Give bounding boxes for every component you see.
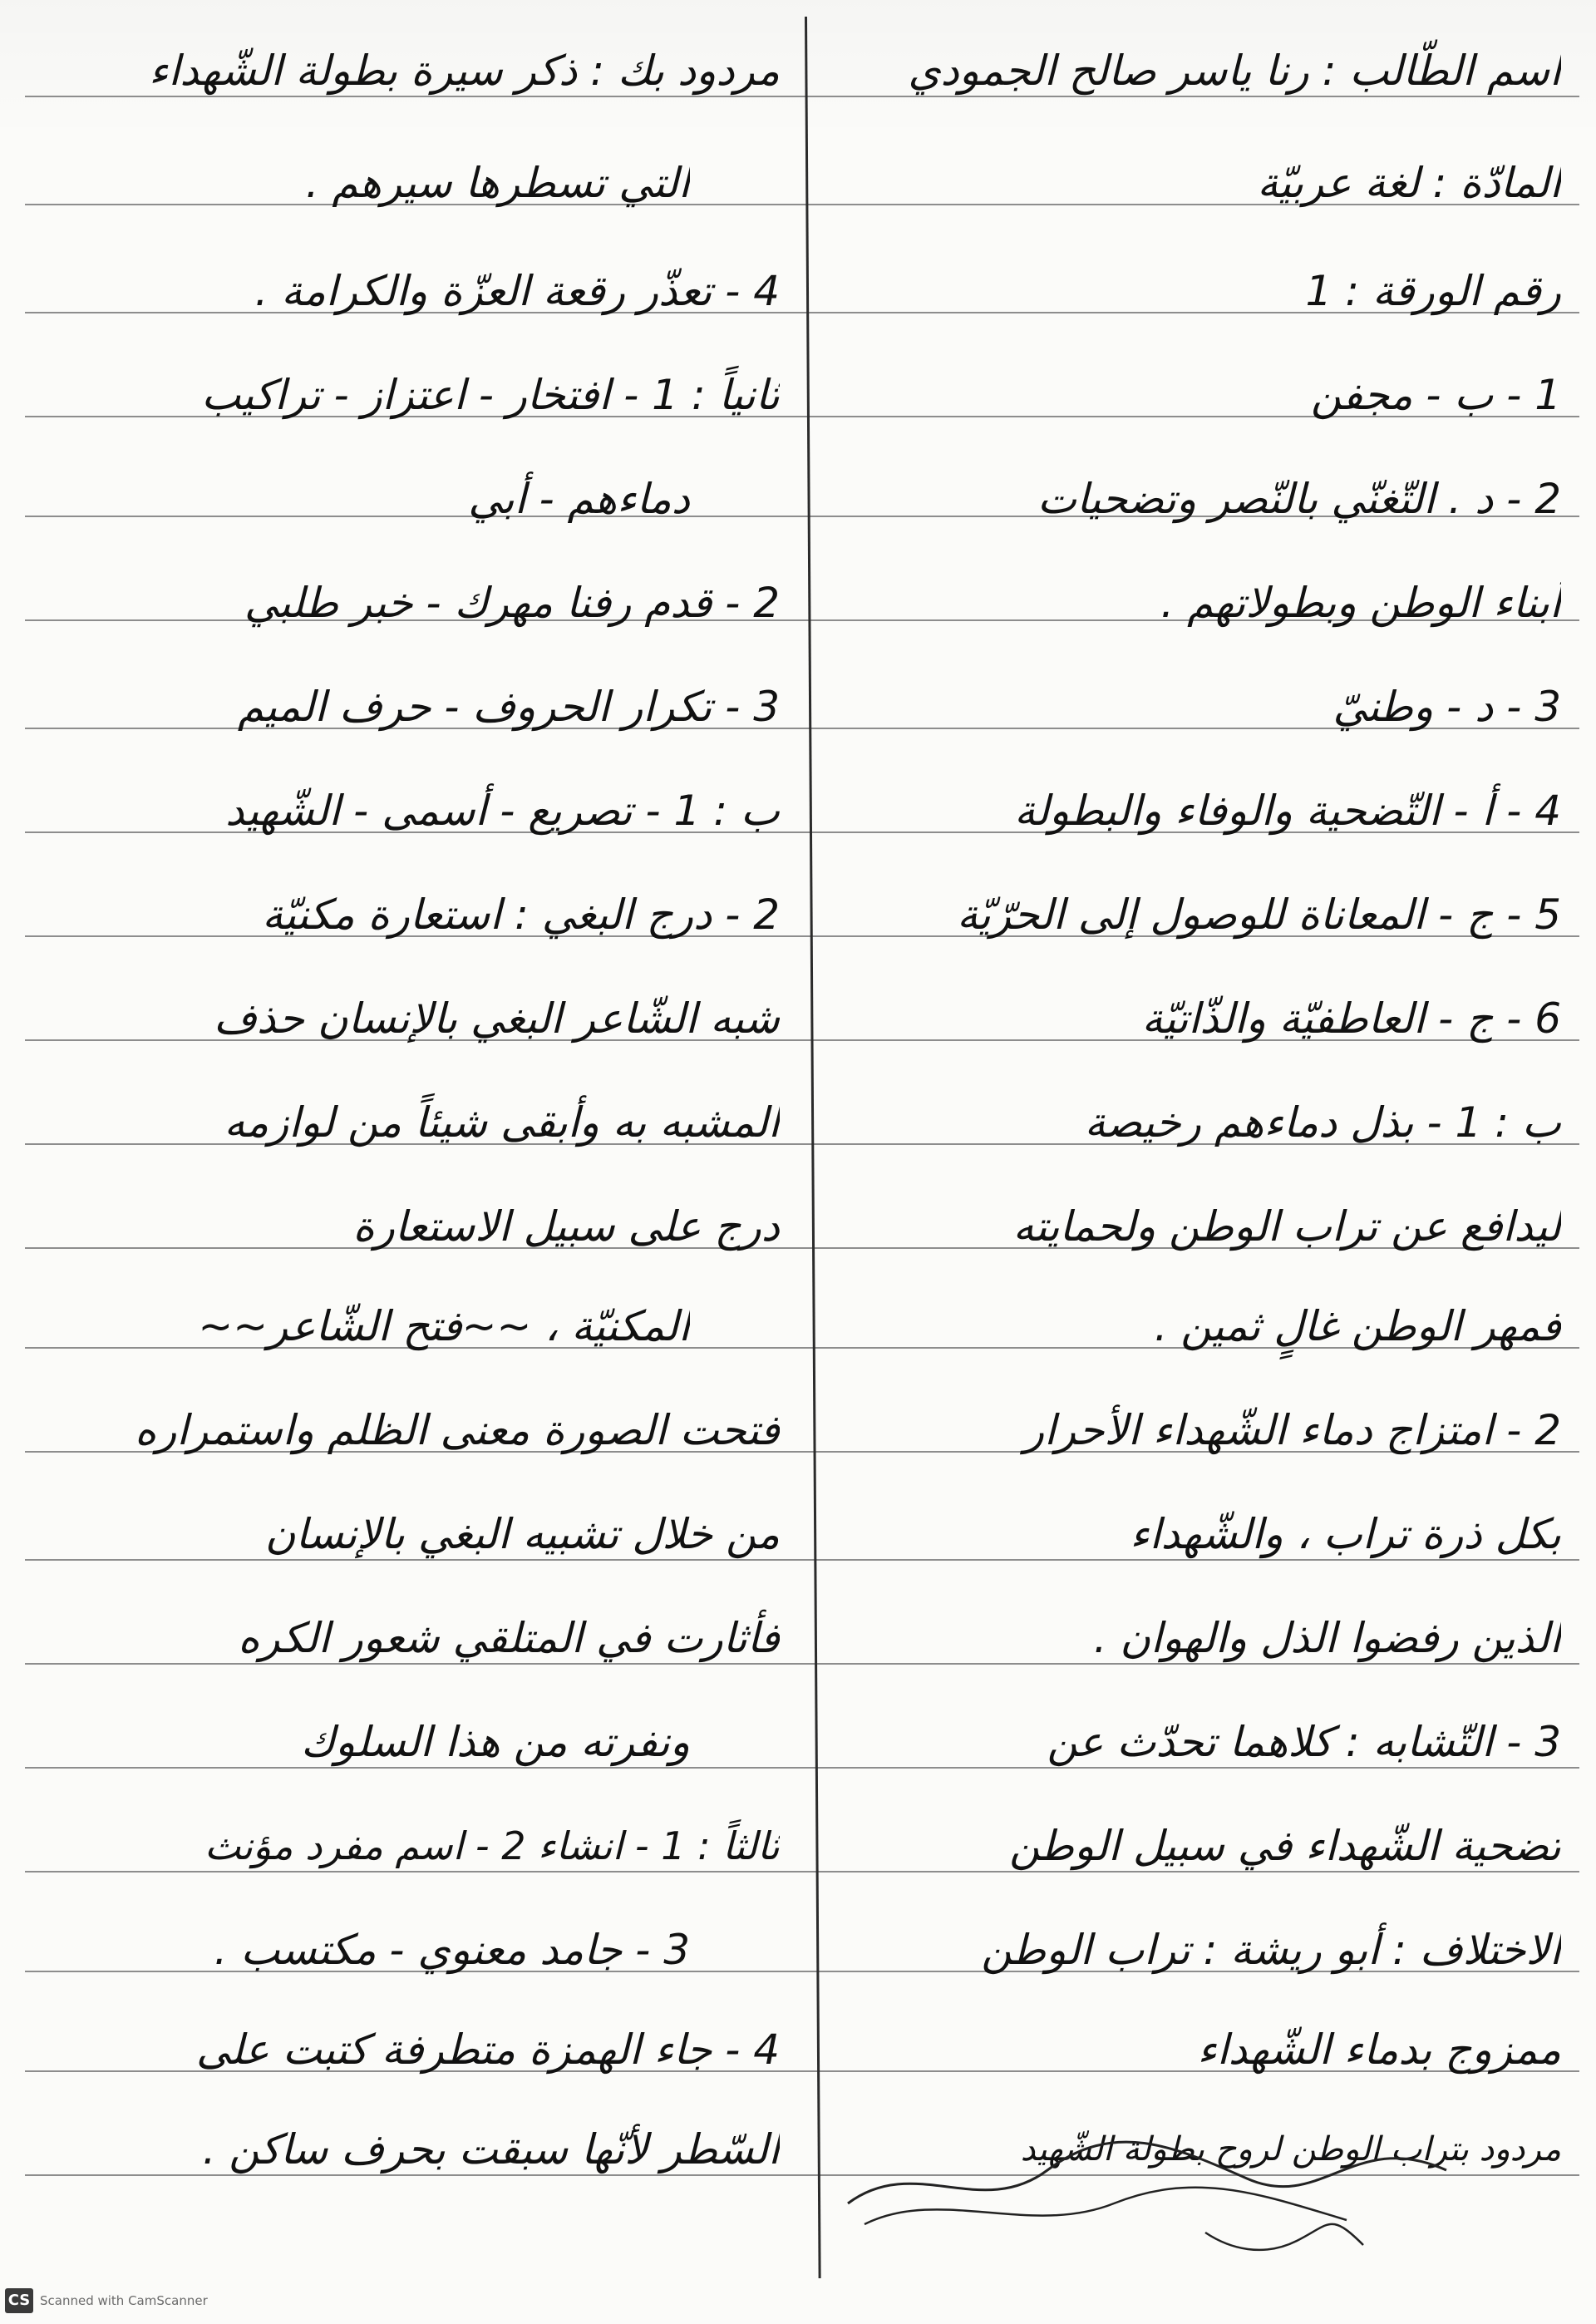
answer-line: 3 - التّشابه : كلاهما تحدّث عن — [1047, 1718, 1561, 1766]
answer-line: ب : 1 - بذل دماءهم رخيصة — [1084, 1098, 1561, 1147]
answer-line: السّطر لأنّها سبقت بحرف ساكن . — [202, 2125, 780, 2174]
answer-line: 4 - أ - التّضحية والوفاء والبطولة — [1014, 787, 1561, 835]
subject-line: المادّة : لغة عربيّة — [1257, 159, 1561, 207]
answer-line: 4 - تعذّر رقعة العزّة والكرامة . — [254, 267, 780, 315]
answer-line: ثانياً : 1 - افتخار - اعتزاز - تراكيب — [201, 371, 780, 419]
answer-line: ب : 1 - تصريع - أسمى - الشّهيد — [225, 787, 780, 835]
answer-line: فمهر الوطن غالٍ ثمين . — [1154, 1302, 1561, 1350]
signature-scribble — [815, 2079, 1530, 2270]
answer-line: 2 - امتزاج دماء الشّهداء الأحرار — [1024, 1406, 1561, 1454]
camscanner-watermark: Scanned with CamScanner — [40, 2293, 208, 2308]
answer-line: ثالثاً : 1 - انشاء 2 - اسم مفرد مؤنث — [204, 1823, 780, 1868]
sheet-number-line: رقم الورقة : 1 — [1305, 267, 1561, 315]
answer-line: فأثارت في المتلقي شعور الكره — [238, 1614, 780, 1662]
answer-line: ونفرته من هذا السلوك — [300, 1718, 690, 1766]
answer-line: بكل ذرة تراب ، والشّهداء — [1130, 1510, 1561, 1558]
answer-line: الاختلاف : أبو ريشة : تراب الوطن — [981, 1926, 1561, 1974]
answer-line: من خلال تشبيه البغي بالإنسان — [264, 1510, 780, 1558]
answer-line: أبناء الوطن وبطولاتهم . — [1160, 579, 1561, 627]
camscanner-logo: CS — [5, 2288, 33, 2313]
answer-line: درج على سبيل الاستعارة — [352, 1202, 780, 1251]
answer-line: المشبه به وأبقى شيئاً من لوازمه — [224, 1098, 780, 1147]
answer-line: 2 - د . التّغنّي بالنّصر وتضحيات — [1037, 475, 1561, 523]
student-name-line: اسم الطّالب : رنا ياسر صالح الجمودي — [908, 47, 1561, 95]
answer-line: 1 - ب - مجفن — [1311, 371, 1561, 419]
answer-line: ليدافع عن تراب الوطن ولحمايته — [1012, 1202, 1561, 1251]
answer-line: 4 - جاء الهمزة متطرفة كتبت على — [195, 2025, 780, 2074]
answer-line: ممزوج بدماء الشّهداء — [1197, 2025, 1561, 2074]
answer-line: 2 - درج البغي : استعارة مكنيّة — [262, 891, 780, 939]
answer-line: شبه الشّاعر البغي بالإنسان حذف — [214, 994, 780, 1043]
answer-line: 6 - ج - العاطفيّة والذّاتيّة — [1141, 994, 1561, 1043]
answer-line: دماءهم - أبي — [468, 475, 690, 523]
answer-line: التي تسطرها سيرهم . — [305, 159, 690, 207]
answer-line: مردود بك : ذكر سيرة بطولة الشّهداء — [149, 47, 780, 95]
answer-line: 3 - جامد معنوي - مكتسب . — [214, 1926, 690, 1974]
answer-line: 3 - تكرار الحروف - حرف الميم — [237, 683, 780, 731]
answer-line: تضحية الشّهداء في سبيل الوطن — [1009, 1822, 1561, 1870]
answer-line: مردود بتراب الوطن لروح بطولة الشّهيد — [1020, 2130, 1561, 2169]
answer-line: المكنيّة ، ~~فتح الشّاعر~~ — [198, 1302, 690, 1350]
answer-line: 5 - ج - المعاناة للوصول إلى الحرّيّة — [957, 891, 1561, 939]
answer-line: 3 - د - وطنيّ — [1332, 683, 1561, 731]
answer-line: 2 - قدم رفنا مهرك - خبر طلبي — [244, 579, 780, 627]
answer-line: الذين رفضوا الذل والهوان . — [1093, 1614, 1561, 1662]
answer-line: فتحت الصورة معنى الظلم واستمراره — [135, 1406, 780, 1454]
